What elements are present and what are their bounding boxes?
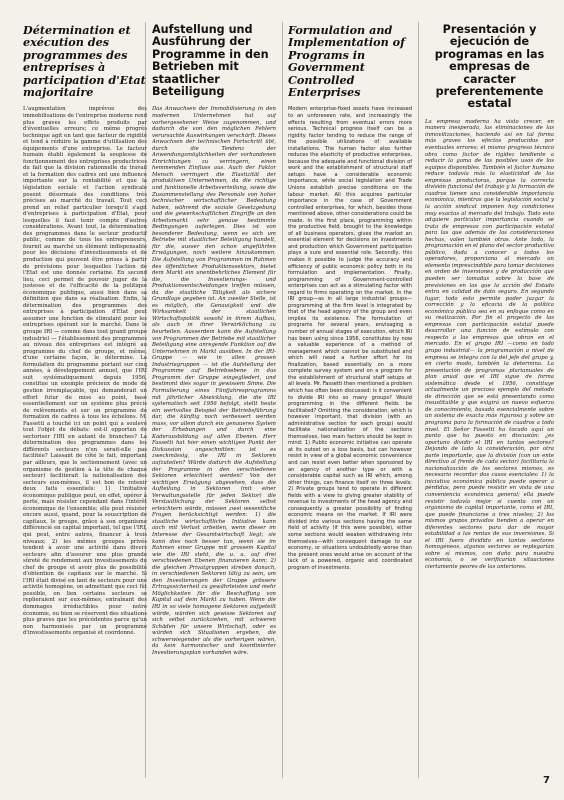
- article-body-french: L'augmentation imprévue des immobilisations de l'entreprise moderne rend plus graves les effets produits par d'éventuelles erreurs; ce même progrès technique agit en tant que facteur de rigidité et tend à réduire la gamme d'utilisation des équipements d'une entreprise. Le facteur humain établi également la souplesse de fonctionnement des entreprises productrices du fait que la division rationnelle du travail et la formation des cadres ont une influence importante sur la rentabilité et que la législation sociale et l'action syndicale posent désormais des conditions très précises au marché du travail. Tout ceci prend un relief particulier lorsqu'il s'agit d'entreprises à participation d'Etat, pour lesquelles il faut tenir compte d'autres considérations. Avant tout, la détermination des programmes dans le secteur productif public, comme de tous les entrepreneurs, fournit au marché un élément indispensable pour les décisions d'investissements et de production qui peuvent être prises à partir de prévisions pour lesquelles l'action de l'Etat est une donnée certaine. En second lieu, ceci permet de pouvoir juger de la justesse et de l'efficacité de la politique économique publique, aussi bien dans sa définition que dans sa réalisation. Enfin, la détermination des programmes des entreprises à participation d'Etat peut assumer une fonction de stimulant pour les entreprises opérant sur le marché. Dans le groupe IRI — comme dans tout grand groupe industriel — l'établissement des programmes au niveau des entreprises est intégré au programme du chef de groupe, et même, d'une certaine façon, le détermine. La formulation du programme portant sur cinq années, à développement annuel, que l'IRI suit systématiquement depuis 1956, constitue un exemple précieux de mode de gestion irremplaçable, qui demanderait un effort futur de mise au point, basé essentiellement sur un système plus précis de relèvements et sur un programme de formation de cadres à tous les échelons. M. Fassetti a touché ici un point qui a soulevé tout l'objet du débats: est-il opportun de sectoriser l'IRI en autant de branches? La détermination des programmes dans les différents secteurs n'en serait-elle pas facilitée? Laissant de côté le fait, important par ailleurs, que le sectionnement (avec un organisme de gestion à la tête de chaque secteur) faciliterait la nationalisation des secteurs eux-mêmes, il est bon de retenir deux faits essentiels: 1) l'initiative économique publique peut, en effet, opérer à perte, mais résister cependant dans l'intérêt économique de l'ensemble; elle peut résister encore aussi, quand, pour la souscription de capitaux, le groupe, grâce à son organisme différencié en capital important, tel que l'IRI, qui peut, entre autres, financer à trois niveaux; 2) les mêmes groupes privés tendent à avoir une activité dans divers secteurs afin d'assurer une plus grande sûreté de rendement aux investissements du chef de groupe et avoir plus de possibilité d'obtention de capitaux sur le marché. Si l'IRI était divisé en tant de secteurs pour une activité homogène, on admettant que ceci fût possible, on lien certains secteurs se replieraient sur eux-mêmes, entraînant des dommages irréductibles pour notre économie, ou bien se réservent des situations plus graves que les précédentes parce qu'un non harmonisés par un programme d'investissements organisé et coordonné.: [23, 106, 147, 637]
- article-column-french: [23, 24, 147, 780]
- article-column-german: [152, 24, 276, 780]
- column-divider: [282, 22, 283, 778]
- article-body-spanish: La empresa moderna ha visto crecer, en manera inesperada, las eliminaciones de las inmovilizaciones, haciendo así en tal forma más graves los efectos producidos por eventuales errores; el mismo progreso técnico obra como factor de rigidez tendiente a reducir la gama de las posibles usos de los equipos disponibles. También el factor humano reduce todavía más la elasticidad de las empresas productoras, porque la correcta división funcional del trabajo y la formación de cuadros tienen una considerable importancia económica, mientras que la legislación social y la acción sindical imponen hoy condiciones muy exactas al mercado del trabajo. Todo esto adquiere particular importancia cuando se trata de empresas con participación estatal para las que además de las consideraciones hechas, valen también otras. Ante todo, la programación en el plano del sector productivo público, dada a conocer a todos los operadores, proporciona al mercado un elemento imprescindible para tomar decisiones en orden de inversiones y de producción que pueden ser tomadas sobre la base de previsiones en las que la acción del Estado entra en calidad de dato seguro. En segundo lugar, todo esto permite poder juzgar la corrección y la eficacia de la política económica pública sea en su enfoque como en su realización. Por fin el proyecto de las empresas con participación estatal puede desarrollar una función de estímulo con respecto a las empresas que obran en el mercado. En el grupo IRI —como en todo grupo industrial— la programación a nivel de empresa se integra con la del jefe del grupo y, en cierto modo, también la determina. La presentación de programas plurianuales de plan anual que el IRI sigue de forma sistemática desde el 1956, constituye actualmente un precioso ejemplo del método de dirección que se está presentando como insustituible y que exigirá un nuevo esfuerzo de conocimiento, basado esencialmente sobre un sistema de exacta más rigurosa y sobre un programa para la formación de cuadros a todo nivel. El Señor Fassetti ha tocado aquí un punto que ha puesto en discusión: ¿es oportuno dividir el IRI en tantos sectores? Dejando de lado la consideración, por otra parte importante, que la división (con un ente directivo al frente de cada sector) facilitaría la nacionalización de los sectores mismos, es necesario recordar dos casos esenciales: 1) la iniciativa económica pública puede operar a pérdidas, pero puede resistir en vista de una conveniencia económica general; ella puede resistir todavía mejor si cuenta con un organismo de capital importante, como el IRI, que puede financiarse a tres niveles; 2) los mismos grupos privados tienden a operar en diferentes sectores para dar de mayor estabilidad a las rentas de sus inversiones. Si el IRI fuera dividido en tantos sectores homogéneos, algunos sectores se replegarían sobre sí mismos, con daño para nuestra economía, o se verificarían situaciones ciertamente peores de las anteriores.: [425, 118, 554, 571]
- article-title-german: Aufstellung und Ausführung der Programme in den Betrieben mit staatlicher Beteiligung: [152, 24, 269, 99]
- article-title-french: Détermination et exécution des programmes des entreprises à participation d'Etat majoritaire: [23, 24, 146, 100]
- article-title-spanish: Presentación y ejecución de programas en las empresas de caracter preferentemente estatal: [434, 24, 545, 111]
- page-number: 7: [543, 775, 550, 786]
- article-column-english: [288, 24, 412, 780]
- column-divider: [418, 22, 419, 778]
- article-body-german: Das Anwachsen der Immobilisierung in den modernen Unternehmen hat auf vorhergesehener Weise zugenommen, und dadurch die von den möglichen Fehlern verursachte Auswirkungen verschärft. Dieses Anwachsen der technischen Fortschritt übt, durch die Tendenz der Anwendungsmöglichkeiten der vorhandenen Einrichtungen zu verringern, einen hemmenden Einfluss aus. Auch der Faktor Mensch verringert die Elastizität der produktiven Unternehmen, da die richtige und funktionelle Arbeitsverteilung, sowie die Zusammenstellung des Personals von hoher technischer wirtschaftlicher Bedeutung haben, während die soziale Gesetzgebung und die gewerkschaftlichen Eingriffe an den Arbeitsmarkt sehr genaue bestimmte Bedingungen auferlegen. Dies ist von besonderer Bedeutung, wenn es sich um Betriebe mit staatlicher Beteiligung handelt, für die, ausser den schon angeführten Erwägungen, noch weitere hinzukommen. Die Aufstellung von Programmen im Rahmen des öffentlichen Produktionssektors, bietet dem Markt ein unentbehrliches Element für die, die Investierungs- und Produktionsentscheidungen treffen müssen, da die staatliche Tätigkeit als sichere Grundlage gegeben ist. An zweiter Stelle, ist es möglich, die Genauigkeit und die Wirksamkeit der staatlichen Wirtschaftspolitik sowohl in ihrem Aufbau, als auch in ihrer Verwirklichung zu beurteilen. Ausserdem kann die Aufstellung von Programmen der Betriebe mit staatlicher Beteiligung eine anregende Funktion auf die Unternehmen in Markt ausüben. In der IRI-Gruppe — wie in allen grossen Industriegruppen — ist die Aufstellung der Programme auf Betriebsebene in das Programm der Gruppe eingegliedert, und bestimmt dies sogar in gewissem Sinne. Die Formulierung eines Fünfjahresprogramms mit jährlicher Abwicklung, die die IRI systematisch seit 1956 befolgt, stellt heute ein wertvolles Beispiel der Betriebsführung dar, die künftig noch verbessert werden muss, vor allem durch ein genaueres System der Erhebungen und durch eine Kaderausbildung auf allen Ebenen. Herr Fassetti hat hier einen wichtigen Punkt der Diskussion angeschnitten: ist es zweckmässig, die IRI in Sektoren aufzuteilen? Würde dadurch die Aufstellung der Programme in den verschiedenen Sektoren erleichtert werden? Von der wichtigen Erwägung abgesehen, dass die Aufteilung in Sektoren (mit einer Verwaltungsstelle für jeden Sektor) die Verstaatlichung der Sektoren selbst erleichtern würde, müssen zwei wesentliche Fragen berücksichtigt werden: 1) die staatliche wirtschaftliche Initiative kann auch mit Verlust arbeiten, wenn dieser im Interesse der Gesamtwirtschaft liegt; sie kann dies noch besser tun, wenn sie im Rahmen einer Gruppe mit grossem Kapital wie die IRI steht, die u. a. auf drei verschiedenen Ebenen finanzieren kann; 2) die gleichen Privatgruppen streben danach, in verschiedenen Sektoren tätig zu sein, um den Investierungen der Gruppe grössere Ertragssicherheit zu gewährleisten und mehr Möglichkeiten für die Beschaffung von Kapital auf dem Markt zu haben. Wenn die IRI in so viele homogene Sektoren aufgeteilt würde, würden sich gewisse Sektoren auf sich selbst zurückziehen, mit schweren Schäden für unsere Wirtschaft, oder es würden sich Situationen ergeben, die schwerwiegender als die vorherigen wären, da kein harmonischer und koordinierter Investierungsplan vorhanden wäre.: [152, 106, 276, 656]
- article-title-english: Formulation and Implementation of Programs in Government Controlled Enterprises: [288, 24, 405, 100]
- article-column-spanish: [425, 24, 554, 780]
- article-body-english: Modern enterprise-fixed assets have increased to an unforeseen rate, and increasingly the effects resulting from eventual errors more serious. Technical progress itself can be a rigidity factor tending to reduce the range of the possible utilizations of available installations. The human factor also further reduces the elasticity of productive enterprises, because the adequate and functional division of work and the establishment of structural staff setups have a considerable economic importance, while social legislation and Trade Unions establish precise conditions on the labour market. All this acquires particular importance in the case of Government controlled enterprises, for which, besides those mentioned above, other considerations could be made. In the first place, programming within the productive field, brought to the knowledge of all business operators, gives the market an essential element for decisions on investments and production which Government participation plays a sure and essential role. Secondly, this makes it possible to judge the accuracy and efficiency of public economic policy both in its formulation and implementation. Finally, programming of Government-controlled enterprises can act as a stimulating factor with regard to firms operating on the market. In the IRI group—as in all large industrial groups—programming at the firm level is integrated by that of the head agency of the group and even implies its existence. The formulation of programs for several years, envisaging a number of annual stages of execution, which IRI has been using since 1956, constitutes by now a valuable experience of a method of management which cannot be substituted and which will need a further effort for its finalization, based essentially on a more complete survey system and on a program for the establishment of structural staff setups at all levels. Mr. Fassetti then mentioned a problem which has often been discussed: is it convenient to divide IRI into so many groups? Would programming in the different fields be facilitated? Omitting the consideration, which is however important, that division (with an administrative section for each group) would facilitate nationalization of the sections themselves, two main factors should be kept in mind: 1) Public economic initiative can operate at its outset on a loss basis, but can however resist in view of a global economic convenience and can resist even better when sponsored by an agency of another type or with a considerable capital such as IRI which, among other things, can finance itself on three levels; 2) Private groups tend to operate in different fields with a view to giving greater stability of revenue to investments of the head agency and consequently a greater possibility of finding economic means on the market. If IRI were divided into various sections having the same field of activity (if this were possible), either some sections would weaken withdrawing into themselves—with consequent damage to our economy, or situations undoubtedly worse than the present ones would arise on account of the lack of a powered, organic and coordinated program of investments.: [288, 106, 412, 571]
